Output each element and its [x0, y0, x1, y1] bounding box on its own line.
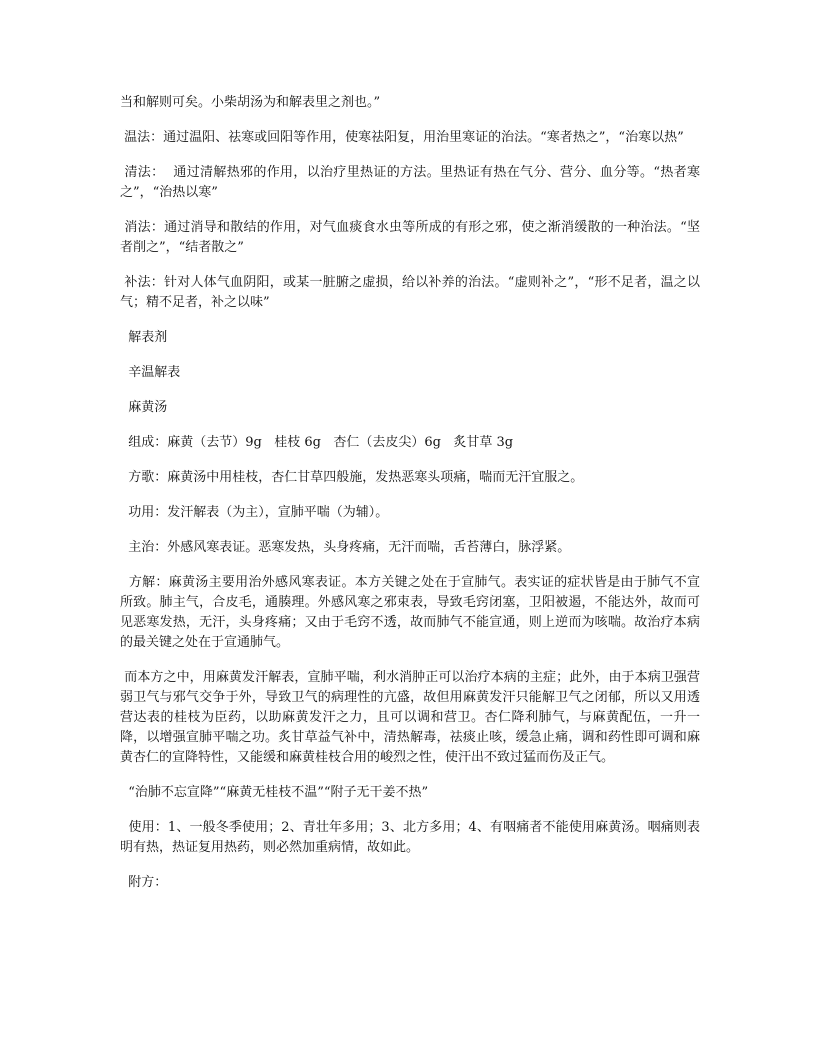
paragraph-bu-fa: 补法：针对人体气血阴阳，或某一脏腑之虚损，给以补养的治法。“虚则补之”，“形不足者，温之以气；精不足者，补之以味” [120, 275, 700, 310]
document-page [120, 93, 700, 908]
paragraph-formula-song: 方歌：麻黄汤中用桂枝，杏仁甘草四般施，发热恶寒头项痛，喘而无汗宜服之。 [120, 470, 584, 485]
heading-ma-huang-tang: 麻黄汤 [120, 400, 168, 415]
paragraph-formula-analysis-continued: 而本方之中，用麻黄发汗解表，宣肺平喘，利水消肿正可以治疗本病的主症；此外，由于本病卫强营弱卫气与邪气交争于外，导致卫气的病理性的亢盛，故但用麻黄发汗只能解卫气之闭郁，所以又用透营达表的桂枝为臣药，以助麻黄发汗之力，且可以调和营卫。杏仁降利肺气，与麻黄配伍，一升一降，以增强宣肺平喘之功。炙甘草益气补中，清热解毒，祛痰止咳，缓急止痛，调和药性即可调和麻黄杏仁的宣降特性，又能缓和麻黄桂枝合用的峻烈之性，使汗出不致过猛而伤及正气。 [120, 670, 700, 765]
paragraph-sayings: “治肺不忘宣降”“麻黄无桂枝不温”“附子无干姜不热” [120, 785, 429, 800]
heading-xin-wen-jie-biao: 辛温解表 [120, 365, 181, 380]
paragraph-wen-fa: 温法：通过温阳、祛寒或回阳等作用，使寒祛阳复，用治里寒证的治法。“寒者热之”，“治寒以热” [120, 130, 684, 145]
paragraph-qing-fa: 清法： 通过清解热邪的作用，以治疗里热证的方法。里热证有热在气分、营分、血分等。“热者寒之”，“治热以寒” [120, 165, 700, 200]
paragraph-indication: 主治：外感风寒表证。恶寒发热，头身疼痛，无汗而喘，舌苔薄白，脉浮紧。 [120, 540, 571, 555]
heading-jie-biao-ji: 解表剂 [120, 330, 168, 345]
paragraph-function: 功用：发汗解表（为主），宣肺平喘（为辅）。 [120, 505, 389, 520]
paragraph-usage: 使用：1、一般冬季使用；2、青壮年多用；3、北方多用；4、有咽痛者不能使用麻黄汤。咽痛则表明有热，热证复用热药，则必然加重病情，故如此。 [120, 820, 700, 855]
paragraph-formula-analysis: 方解：麻黄汤主要用治外感风寒表证。本方关键之处在于宣肺气。表实证的症状皆是由于肺气不宣所致。肺主气，合皮毛，通腠理。外感风寒之邪束表，导致毛窍闭塞，卫阳被遏，不能达外，故而可见恶寒发热，无汗，头身疼痛；又由于毛窍不透，故而肺气不能宣通，则上逆而为咳喘。故治疗本病的最关键之处在于宣通肺气。 [120, 575, 700, 650]
paragraph-composition: 组成：麻黄（去节）9g 桂枝 6g 杏仁（去皮尖）6g 炙甘草 3g [120, 435, 514, 450]
paragraph-xiao-fa: 消法：通过消导和散结的作用，对气血痰食水虫等所成的有形之邪，使之渐消缓散的一种治法。“坚者削之”，“结者散之” [120, 220, 700, 255]
paragraph-xiao-chai-hu-tang: 当和解则可矣。小柴胡汤为和解表里之剂也。” [120, 95, 381, 110]
heading-appended-formulas: 附方： [120, 875, 168, 890]
